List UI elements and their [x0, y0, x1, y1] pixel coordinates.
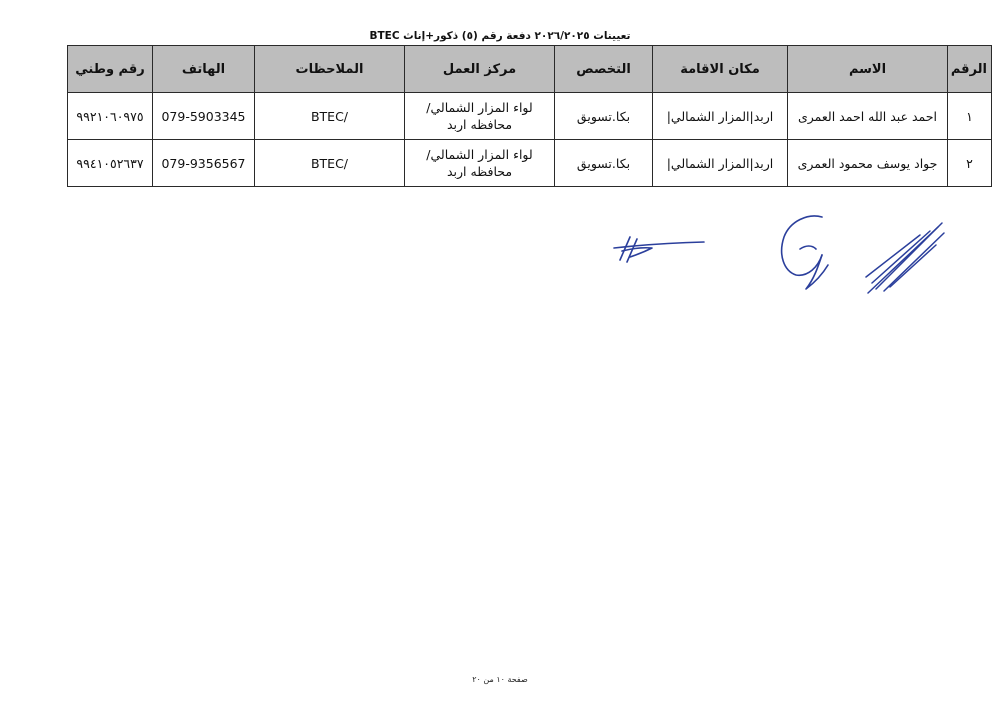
row-name: جواد يوسف محمود العمرى — [788, 140, 948, 187]
row-name: احمد عبد الله احمد العمرى — [788, 93, 948, 140]
header-phone: الهاتف — [153, 46, 255, 93]
header-work-center: مركز العمل — [405, 46, 555, 93]
row-residence: اربد|المزار الشمالي| — [653, 93, 788, 140]
row-work-center: لواء المزار الشمالي/محافظه اربد — [405, 93, 555, 140]
header-notes: الملاحظات — [255, 46, 405, 93]
header-name: الاسم — [788, 46, 948, 93]
row-specialization: بكا.تسويق — [555, 140, 653, 187]
row-phone: 079-9356567 — [153, 140, 255, 187]
row-national-id: ٩٩٢١٠٦٠٩٧٥ — [68, 93, 153, 140]
header-specialization: التخصص — [555, 46, 653, 93]
signature-left — [614, 237, 704, 262]
row-number: ١ — [948, 93, 992, 140]
header-residence: مكان الاقامة — [653, 46, 788, 93]
row-national-id: ٩٩٤١٠٥٢٦٣٧ — [68, 140, 153, 187]
table-header-row — [68, 46, 992, 93]
table-row — [68, 140, 992, 187]
table-row — [68, 93, 992, 140]
row-work-center: لواء المزار الشمالي/محافظه اربد — [405, 140, 555, 187]
row-specialization: بكا.تسويق — [555, 93, 653, 140]
page-title: تعيينات ٢٠٢٦/٢٠٢٥ دفعة رقم (٥) ذكور+إناث BTEC — [369, 30, 631, 42]
signature-right — [866, 223, 944, 293]
header-national-id: رقم وطني — [68, 46, 153, 93]
row-notes: BTEC/ — [255, 93, 405, 140]
row-phone: 079-5903345 — [153, 93, 255, 140]
appointments-table — [67, 45, 992, 187]
row-residence: اربد|المزار الشمالي| — [653, 140, 788, 187]
page-footer: صفحة ١٠ من ٢٠ — [472, 675, 528, 684]
signature-middle — [782, 216, 828, 289]
header-number: الرقم — [948, 46, 992, 93]
row-notes: BTEC/ — [255, 140, 405, 187]
row-number: ٢ — [948, 140, 992, 187]
signatures — [600, 205, 960, 305]
